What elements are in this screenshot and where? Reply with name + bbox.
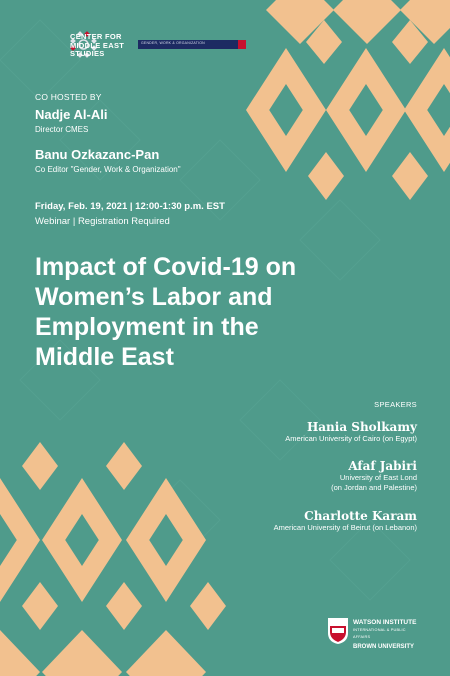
watson-line-2: INTERNATIONAL & PUBLIC AFFAIRS	[353, 627, 406, 639]
decorative-diamond	[106, 442, 142, 490]
event-format: Webinar | Registration Required	[35, 216, 170, 227]
decorative-diamond	[106, 582, 142, 630]
watson-line-3: BROWN UNIVERSITY	[353, 643, 415, 650]
org-line-3: STUDIES	[70, 49, 105, 58]
host-role: Co Editor "Gender, Work & Organization"	[35, 165, 181, 174]
speaker-name: Hania Sholkamy	[306, 420, 417, 434]
decorative-diamond	[126, 630, 206, 676]
decorative-diamond	[308, 152, 344, 200]
event-date: Friday, Feb. 19, 2021 | 12:00-1:30 p.m. EST	[35, 201, 225, 212]
speakers-label: SPEAKERS	[374, 400, 417, 409]
speaker-name: Afaf Jabiri	[348, 459, 417, 473]
decorative-diamond	[190, 582, 226, 630]
decorative-diamond	[333, 0, 401, 44]
decorative-diamond	[392, 152, 428, 200]
cmes-wordmark	[70, 33, 124, 59]
speaker-entry	[331, 459, 417, 493]
decorative-diamond	[22, 582, 58, 630]
journal-bar-text: GENDER, WORK & ORGANIZATION	[141, 41, 205, 45]
cohost-label: CO HOSTED BY	[35, 92, 102, 102]
watson-institute-logo	[327, 617, 417, 649]
journal-bar-accent	[238, 40, 246, 49]
watson-line-1: WATSON INSTITUTE	[353, 619, 417, 626]
decorative-diamond	[42, 630, 122, 676]
event-title	[35, 252, 365, 372]
org-line-1: CENTER FOR	[70, 32, 122, 41]
speaker-name: Charlotte Karam	[304, 509, 417, 523]
org-line-2: MIDDLE EAST	[70, 40, 125, 50]
decorative-diamond	[0, 630, 40, 676]
title-line: Middle East	[35, 343, 174, 371]
journal-logo-bar	[138, 40, 246, 49]
speaker-affiliation: (on Jordan and Palestine)	[331, 483, 417, 492]
host-name: Nadje Al-Ali	[35, 107, 108, 122]
speaker-affiliation: American University of Cairo (on Egypt)	[285, 434, 417, 443]
host-role: Director CMES	[35, 125, 89, 134]
host-name: Banu Ozkazanc-Pan	[35, 147, 160, 162]
speaker-entry	[285, 420, 417, 444]
speaker-affiliation: University of East Lond	[339, 473, 417, 482]
title-line: Impact of Covid-19 on	[35, 253, 297, 281]
speaker-entry	[274, 509, 417, 533]
speaker-affiliation: American University of Beirut (on Lebanon)	[273, 523, 417, 532]
title-line: Women’s Labor and	[35, 283, 273, 311]
title-line: Employment in the	[35, 313, 259, 341]
brown-shield-icon	[327, 617, 349, 645]
decorative-diamond	[22, 442, 58, 490]
